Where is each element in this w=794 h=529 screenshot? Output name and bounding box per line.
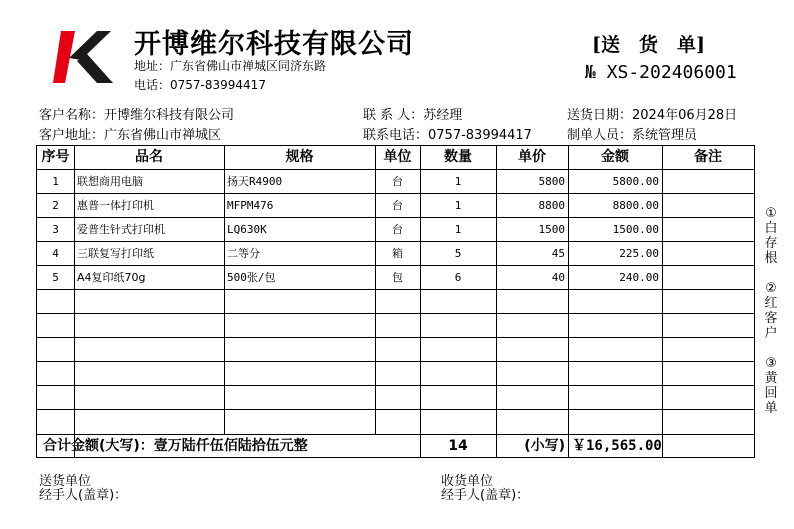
customer-address: 客户地址：广东省佛山市禅城区	[39, 128, 222, 143]
receive-unit: 收货单位	[441, 474, 494, 489]
product-name-cell: 三联复写打印纸	[77, 247, 154, 260]
document-maker: 制单人员：系统管理员	[567, 128, 698, 143]
unit-cell: 台	[392, 223, 403, 236]
seq-cell: 5	[52, 271, 59, 284]
amount-cell: 8800.00	[612, 199, 659, 212]
seq-cell: 1	[52, 175, 59, 188]
header-seq: 序号	[41, 149, 70, 165]
remark-cell	[665, 266, 751, 289]
spec-cell: 500张/包	[227, 271, 276, 284]
quantity-cell: 5	[454, 247, 462, 260]
seq-cell: 2	[52, 199, 59, 212]
total-amount-figure: ￥16,565.00	[572, 438, 662, 454]
contact-person: 联 系 人：苏经理	[363, 108, 463, 123]
remark-cell	[665, 170, 751, 193]
product-name-cell: A4复印纸70g	[77, 271, 146, 284]
quantity-cell: 1	[454, 223, 462, 236]
total-quantity: 14	[448, 438, 468, 454]
header-amount: 金额	[601, 149, 629, 165]
remark-cell	[665, 242, 751, 265]
unit-price-cell: 5800	[538, 175, 565, 188]
document-number: № XS-202406001	[585, 62, 737, 83]
amount-cell: 225.00	[619, 247, 659, 260]
company-name: 开博维尔科技有限公司	[134, 29, 414, 60]
unit-price-cell: 40	[551, 271, 565, 284]
quantity-cell: 1	[454, 199, 462, 212]
company-logo-icon	[53, 28, 113, 86]
company-phone: 电话：0757-83994417	[134, 78, 266, 92]
deliver-unit: 送货单位	[39, 474, 92, 489]
product-name-cell: 联想商用电脑	[77, 175, 143, 188]
company-address: 地址：广东省佛山市禅城区同济东路	[134, 59, 327, 73]
side-note-red: ②红客户	[764, 281, 778, 341]
table-row-line	[37, 385, 754, 386]
amount-cell: 240.00	[619, 271, 659, 284]
unit-cell: 箱	[392, 247, 403, 260]
header-spec: 规格	[285, 149, 314, 165]
header-quantity: 数量	[444, 149, 472, 165]
total-amount-words: 合计金额(大写)：壹万陆仟伍佰陆拾伍元整	[43, 438, 308, 454]
total-small-label: (小写)	[524, 438, 565, 454]
delivery-table	[36, 145, 755, 458]
seq-cell: 3	[52, 223, 59, 236]
table-row-line	[37, 337, 754, 338]
header-unit-price: 单价	[518, 149, 546, 165]
side-note-white: ①白存根	[764, 206, 778, 266]
delivery-date: 送货日期：2024年06月28日	[567, 108, 738, 123]
unit-price-cell: 45	[551, 247, 565, 260]
seq-cell: 4	[52, 247, 59, 260]
unit-price-cell: 8800	[538, 199, 565, 212]
header-remark: 备注	[694, 149, 722, 165]
header-product-name: 品名	[135, 149, 163, 165]
product-name-cell: 惠普一体打印机	[77, 199, 154, 212]
contact-phone: 联系电话：0757-83994417	[363, 128, 532, 143]
amount-cell: 5800.00	[612, 175, 659, 188]
table-column-line	[375, 146, 376, 434]
spec-cell: LQ630K	[227, 223, 267, 236]
table-row-line	[37, 289, 754, 290]
unit-price-cell: 1500	[538, 223, 565, 236]
header-unit: 单位	[383, 149, 412, 165]
table-row-line	[37, 409, 754, 410]
customer-name: 客户名称：开博维尔科技有限公司	[39, 108, 235, 123]
table-column-line	[224, 146, 225, 434]
table-row-line	[37, 313, 754, 314]
product-name-cell: 爱普生针式打印机	[77, 223, 165, 236]
remark-cell	[665, 218, 751, 241]
quantity-cell: 6	[454, 271, 462, 284]
quantity-cell: 1	[454, 175, 462, 188]
document-title: [送 货 单]	[592, 34, 705, 56]
spec-cell: 二等分	[227, 247, 260, 260]
remark-cell	[665, 194, 751, 217]
amount-cell: 1500.00	[612, 223, 659, 236]
deliver-handler: 经手人(盖章)：	[39, 488, 128, 503]
unit-cell: 台	[392, 199, 403, 212]
table-row-line	[37, 361, 754, 362]
unit-cell: 台	[392, 175, 403, 188]
spec-cell: MFPM476	[227, 199, 274, 212]
receive-handler: 经手人(盖章)：	[441, 488, 530, 503]
spec-cell: 扬天R4900	[227, 175, 283, 188]
side-note-yellow: ③黄回单	[764, 356, 778, 416]
unit-cell: 包	[392, 271, 403, 284]
